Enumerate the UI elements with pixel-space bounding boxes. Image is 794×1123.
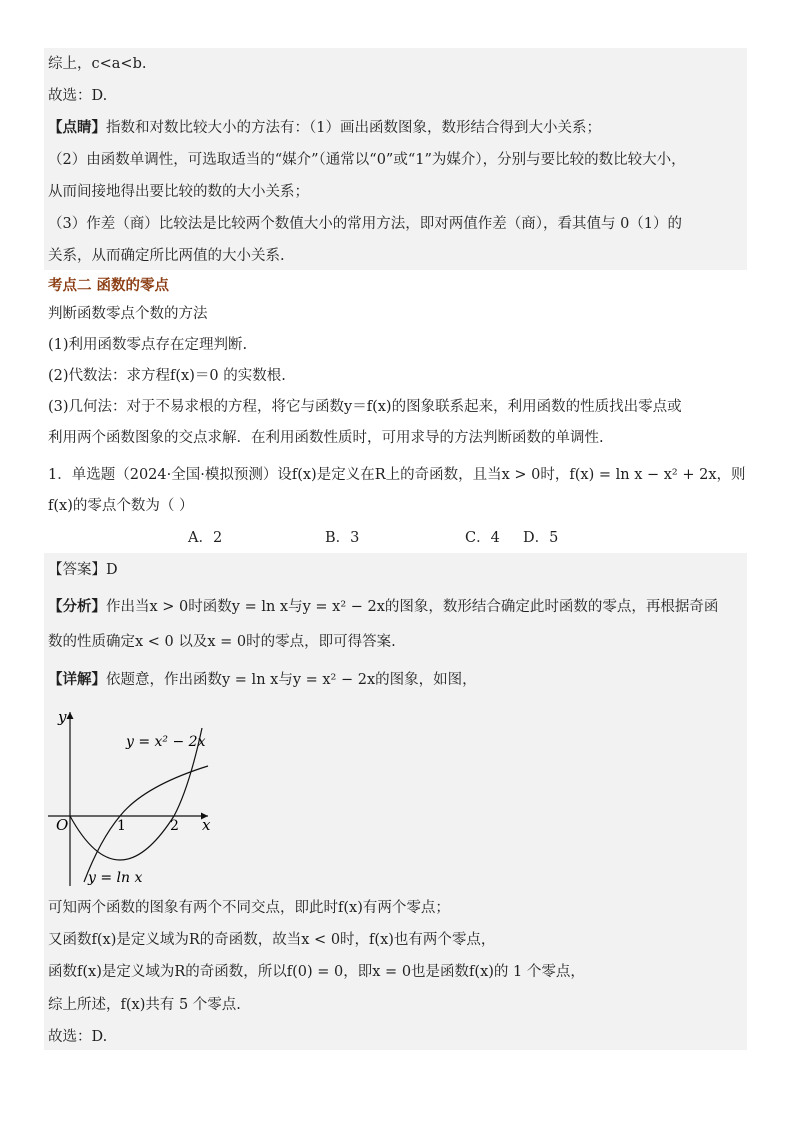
tip-text-1: 指数和对数比较大小的方法有：（1）画出函数图象，数形结合得到大小关系； bbox=[106, 120, 601, 136]
tip-tag: 【点睛】 bbox=[48, 119, 106, 136]
analysis-line-1 bbox=[48, 597, 718, 617]
tick-label-1: 1 bbox=[117, 818, 126, 834]
question-line-1: 1．单选题（2024·全国·模拟预测）设f(x)是定义在R上的奇函数，且当x > 0时，f(x) = ln x − x² + 2x，则 bbox=[48, 467, 746, 483]
tip-line-5: 关系，从而确定所比两值的大小关系. bbox=[48, 248, 285, 264]
question-line-2: f(x)的零点个数为（ ） bbox=[48, 498, 194, 514]
answer-line: 【答案】D bbox=[48, 562, 118, 578]
tip-line-3: 从而间接地得出要比较的数的大小关系； bbox=[48, 184, 309, 200]
tip-line-4: （3）作差（商）比较法是比较两个数值大小的常用方法，即对两值作差（商），看其值与 0（1）的 bbox=[48, 216, 683, 232]
section-heading: 考点二 函数的零点 bbox=[48, 277, 170, 294]
method-3a: (3)几何法：对于不易求根的方程，将它与函数y＝f(x)的图象联系起来，利用函数的性质找出零点或 bbox=[48, 399, 682, 415]
method-title: 判断函数零点个数的方法 bbox=[48, 306, 208, 322]
detail-text-1: 依题意，作出函数y = ln x与y = x² − 2x的图象，如图， bbox=[106, 672, 477, 688]
option-d: D．5 bbox=[523, 530, 559, 546]
tip-line-2: （2）由函数单调性，可选取适当的“媒介”（通常以“0”或“1”为媒介），分别与要比较的数比较大小， bbox=[48, 152, 686, 168]
x-axis-label: x bbox=[202, 816, 211, 834]
detail-line-1 bbox=[48, 670, 477, 690]
conclusion-2: 又函数f(x)是定义域为R的奇函数，故当x < 0时，f(x)也有两个零点， bbox=[48, 932, 496, 948]
y-axis-label: y bbox=[58, 708, 67, 726]
log-label: y = ln x bbox=[88, 870, 143, 886]
method-2: (2)代数法：求方程f(x)＝0 的实数根. bbox=[48, 368, 286, 384]
choice-line: 故选：D. bbox=[48, 88, 108, 104]
conclusion-line: 综上，c<a<b. bbox=[48, 56, 147, 72]
conclusion-5: 故选：D. bbox=[48, 1029, 108, 1045]
analysis-tag: 【分析】 bbox=[48, 598, 106, 615]
option-a: A．2 bbox=[188, 530, 223, 546]
conclusion-4: 综上所述，f(x)共有 5 个零点. bbox=[48, 997, 241, 1013]
conclusion-1: 可知两个函数的图象有两个不同交点，即此时f(x)有两个零点； bbox=[48, 900, 450, 916]
detail-tag: 【详解】 bbox=[48, 671, 106, 688]
tick-label-2: 2 bbox=[170, 818, 179, 834]
log-curve bbox=[84, 766, 208, 882]
origin-label: O bbox=[56, 816, 69, 834]
analysis-text-1: 作出当x > 0时函数y = ln x与y = x² − 2x的图象，数形结合确定此时函数的零点，再根据奇函 bbox=[106, 599, 719, 615]
conclusion-3: 函数f(x)是定义域为R的奇函数，所以f(0) = 0，即x = 0也是函数f(x)的 1 个零点， bbox=[48, 964, 585, 980]
parabola-label: y = x² − 2x bbox=[126, 734, 206, 750]
method-3b: 利用两个函数图象的交点求解．在利用函数性质时，可用求导的方法判断函数的单调性. bbox=[48, 430, 604, 446]
tip-line-1 bbox=[48, 118, 601, 138]
method-1: (1)利用函数零点存在定理判断. bbox=[48, 337, 248, 353]
option-b: B．3 bbox=[325, 530, 360, 546]
function-graph bbox=[44, 700, 224, 890]
option-c: C．4 bbox=[465, 530, 500, 546]
analysis-line-2: 数的性质确定x < 0 以及x = 0时的零点，即可得答案. bbox=[48, 634, 396, 650]
